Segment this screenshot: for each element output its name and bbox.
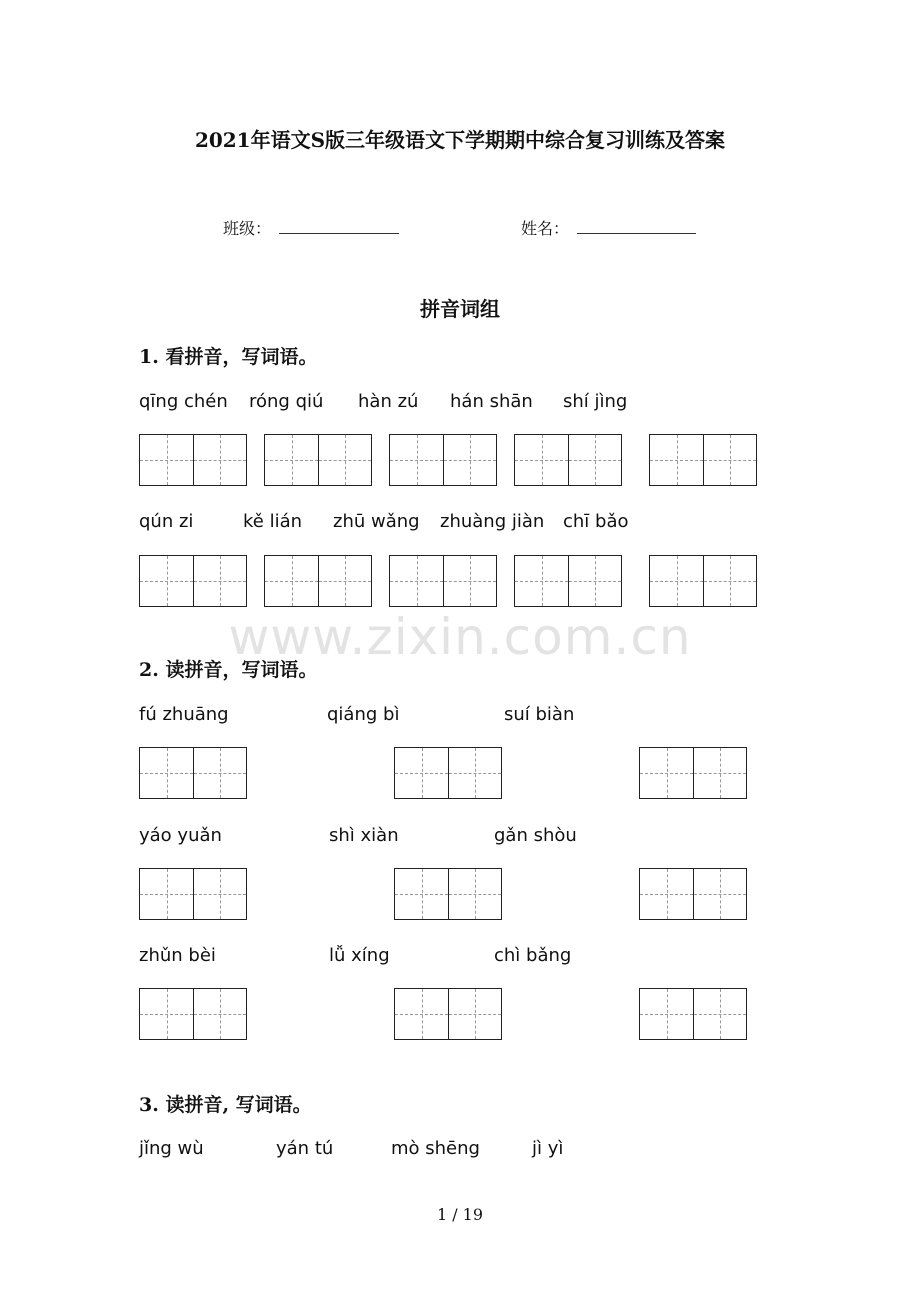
q1-pinyin-1-1: qīng chén xyxy=(139,391,228,412)
q2-writing-grid[interactable] xyxy=(139,747,247,799)
q2-pinyin-3-2: lǚ xíng xyxy=(329,945,390,966)
question-1-heading: 1. 看拼音，写词语。 xyxy=(139,346,318,368)
q2-writing-grid[interactable] xyxy=(394,747,502,799)
q1-pinyin-2-4: zhuàng jiàn xyxy=(440,511,545,532)
q1-pinyin-1-5: shí jìng xyxy=(563,391,628,412)
document-title: 2021年语文S版三年级语文下学期期中综合复习训练及答案 xyxy=(194,128,726,152)
q1-pinyin-2-3: zhū wǎng xyxy=(333,511,420,532)
q1-pinyin-2-5: chī bǎo xyxy=(563,511,629,532)
q2-writing-grid[interactable] xyxy=(139,988,247,1040)
q1-pinyin-1-3: hàn zú xyxy=(358,391,419,412)
q2-pinyin-2-2: shì xiàn xyxy=(329,825,399,846)
page-number: 1 / 19 xyxy=(436,1205,484,1224)
q3-pinyin-1-3: mò shēng xyxy=(391,1138,480,1159)
class-label: 班级： xyxy=(223,219,272,238)
q1-pinyin-2-2: kě lián xyxy=(243,511,303,532)
q2-writing-grid[interactable] xyxy=(139,868,247,920)
q2-writing-grid[interactable] xyxy=(394,988,502,1040)
q2-pinyin-1-3: suí biàn xyxy=(504,704,575,725)
q1-writing-grid[interactable] xyxy=(139,555,247,607)
q1-writing-grid[interactable] xyxy=(389,434,497,486)
q1-writing-grid[interactable] xyxy=(649,434,757,486)
question-2-heading: 2. 读拼音，写词语。 xyxy=(139,659,318,681)
q1-writing-grid[interactable] xyxy=(649,555,757,607)
q1-pinyin-1-4: hán shān xyxy=(450,391,533,412)
q2-pinyin-3-3: chì bǎng xyxy=(494,945,572,966)
q2-pinyin-3-1: zhǔn bèi xyxy=(139,945,216,966)
question-3-heading: 3. 读拼音, 写词语。 xyxy=(139,1094,312,1116)
q2-writing-grid[interactable] xyxy=(639,747,747,799)
q2-writing-grid[interactable] xyxy=(639,868,747,920)
name-label: 姓名： xyxy=(521,219,570,238)
q1-writing-grid[interactable] xyxy=(389,555,497,607)
q1-writing-grid[interactable] xyxy=(264,434,372,486)
q1-writing-grid[interactable] xyxy=(139,434,247,486)
q1-pinyin-2-1: qún zi xyxy=(139,511,194,532)
q2-pinyin-1-2: qiáng bì xyxy=(327,704,400,725)
class-blank-line[interactable] xyxy=(279,233,399,234)
section-title: 拼音词组 xyxy=(420,297,500,321)
q2-writing-grid[interactable] xyxy=(639,988,747,1040)
q3-pinyin-1-4: jì yì xyxy=(532,1138,564,1159)
q1-pinyin-1-2: róng qiú xyxy=(249,391,324,412)
q1-writing-grid[interactable] xyxy=(264,555,372,607)
q2-pinyin-1-1: fú zhuāng xyxy=(139,704,229,725)
q1-writing-grid[interactable] xyxy=(514,555,622,607)
name-blank-line[interactable] xyxy=(577,233,696,234)
q3-pinyin-1-2: yán tú xyxy=(276,1138,334,1159)
watermark: www.zixin.com.cn xyxy=(228,608,692,666)
q2-pinyin-2-3: gǎn shòu xyxy=(494,825,577,846)
q3-pinyin-1-1: jǐng wù xyxy=(139,1138,204,1159)
q2-pinyin-2-1: yáo yuǎn xyxy=(139,825,222,846)
q1-writing-grid[interactable] xyxy=(514,434,622,486)
q2-writing-grid[interactable] xyxy=(394,868,502,920)
